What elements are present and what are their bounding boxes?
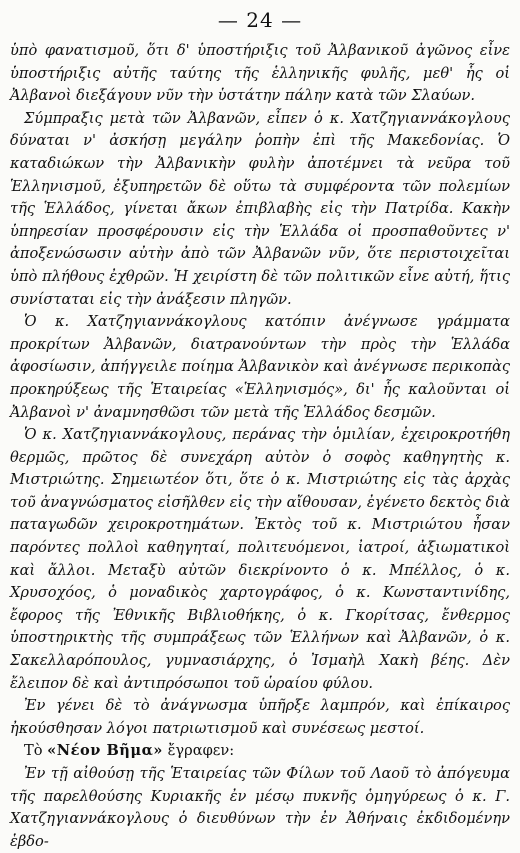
- paragraph-summary: Ἐν γένει δὲ τὸ ἀνάγνωσμα ὑπῆρξε λαμπρόν, καὶ ἐπίκαιρος ἠκούσθησαν λόγοι πατριωτισμοῦ καὶ συνέσεως μεστοί.: [10, 697, 510, 737]
- paragraph-quoted-report: Ἐν τῇ αἰθούσῃ τῆς Ἑταιρείας τῶν Φίλων τοῦ Λαοῦ τὸ ἀπόγευμα τῆς παρελθούσης Κυριακῆς ἐν μέσῳ πυκνῆς ὁμηγύρεως ὁ κ. Γ. Χατζηγιαννάκογλους ὁ διευθύνων τὴν ἐν Ἀθήναις ἐκδιδομένην ἑβδο-: [10, 765, 510, 850]
- paragraph-continuation: ὑπὸ φανατισμοῦ, ὅτι δ' ὑποστήριξις τοῦ Ἀλβανικοῦ ἀγῶνος εἶνε ὑποστήριξις αὐτῆς ταύτης τῆς ἑλληνικῆς φυλῆς, μεθ' ἧς οἱ Ἀλβανοὶ διεξάγουν νῦν τὴν ὑστάτην πάλην κατὰ τῶν Σλαύων.: [10, 42, 510, 105]
- citation-line: [10, 740, 510, 763]
- paragraph-cooperation: Σύμπραξις μετὰ τῶν Ἀλβανῶν, εἶπεν ὁ κ. Χατζηγιαννάκογλους δύναται ν' ἀσκήσῃ μεγάλην ῥοπὴν ἐπὶ τῆς Μακεδονίας. Ὁ καταδιώκων τὴν Ἀλβανικὴν φυλὴν ἀποτέμνει τὰ νεῦρα τοῦ Ἑλληνισμοῦ, ἐξυπηρετῶν δὲ οὕτω τὰ συμφέροντα τῶν πολεμίων τῆς Ἑλλάδος, γίνεται ἄκων ἐπιβλαβὴς εἰς τὴν Πατρίδα. Κακὴν ὑπηρεσίαν προσφέρουσιν εἰς τὴν Ἑλλάδα οἱ προσπαθοῦντες ν' ἀποξενώσωσιν αὐτὴν ἀπὸ τῶν Ἀλβανῶν νῦν, ὅτε περιστοιχεῖται ὑπὸ πλήθους ἐχθρῶν. Ἡ χειρίστη δὲ τῶν πολιτικῶν εἶνε αὐτή, ἥτις συνίσταται εἰς τὴν ἀνάξεσιν πληγῶν.: [10, 109, 510, 308]
- page-number: — 24 —: [217, 8, 303, 32]
- newspaper-name: «Νέον Βῆμα»: [47, 742, 163, 760]
- paragraph-applause: Ὁ κ. Χατζηγιαννάκογλους, περάνας τὴν ὁμιλίαν, ἐχειροκροτήθη θερμῶς, πρῶτος δὲ συνεχάρη αὐτὸν ὁ σοφὸς καθηγητὴς κ. Μιστριώτης. Σημειωτέον ὅτι, ὅτε ὁ κ. Μιστριώτης εἰς τὰς ἀρχὰς τοῦ ἀναγνώσματος εἰσῆλθεν εἰς τὴν αἴθουσαν, ἐγένετο δεκτὸς διὰ παταγωδῶν χειροκροτημάτων. Ἐκτὸς τοῦ κ. Μιστριώτου ἦσαν παρόντες πολλοὶ καθηγηταί, πολιτευόμενοι, ἰατροί, ἀξιωματικοὶ καὶ ἄλλοι. Μεταξὺ αὐτῶν διεκρίνοντο ὁ κ. Μπέλλος, ὁ κ. Χρυσοχόος, ὁ μοναδικὸς χαρτογράφος, ὁ κ. Κωνσταντινίδης, ἔφορος τῆς Ἐθνικῆς Βιβλιοθήκης, ὁ κ. Γκορίτσας, ἔνθερμος ὑποστηρικτὴς τῆς συμπράξεως τῶν Ἑλλήνων καὶ Ἀλβανῶν, ὁ κ. Σακελλαρόπουλος, γυμνασιάρχης, ὁ Ἰσμαὴλ Χακὴ βέης. Δὲν ἔλειπον δὲ καὶ ἀντιπρόσωποι τοῦ ὡραίου φύλου.: [10, 426, 510, 692]
- citation-suffix: ἔγραφεν:: [167, 742, 235, 760]
- paragraph-letters: Ὁ κ. Χατζηγιαννάκογλους κατόπιν ἀνέγνωσε γράμματα προκρίτων Ἀλβανῶν, διατρανούντων τὴν πρὸς τὴν Ἑλλάδα ἀφοσίωσιν, ἀπήγγειλε ποίημα Ἀλβανικὸν καὶ ἀνέγνωσε περικοπὰς προκηρύξεως τῆς Ἑταιρείας «Ἑλληνισμός», δι' ἧς καλοῦνται οἱ Ἀλβανοὶ ν' ἀναμνησθῶσι τῶν μετὰ τῆς Ἑλλάδος δεσμῶν.: [10, 313, 510, 421]
- citation-prefix: Τὸ: [24, 742, 43, 760]
